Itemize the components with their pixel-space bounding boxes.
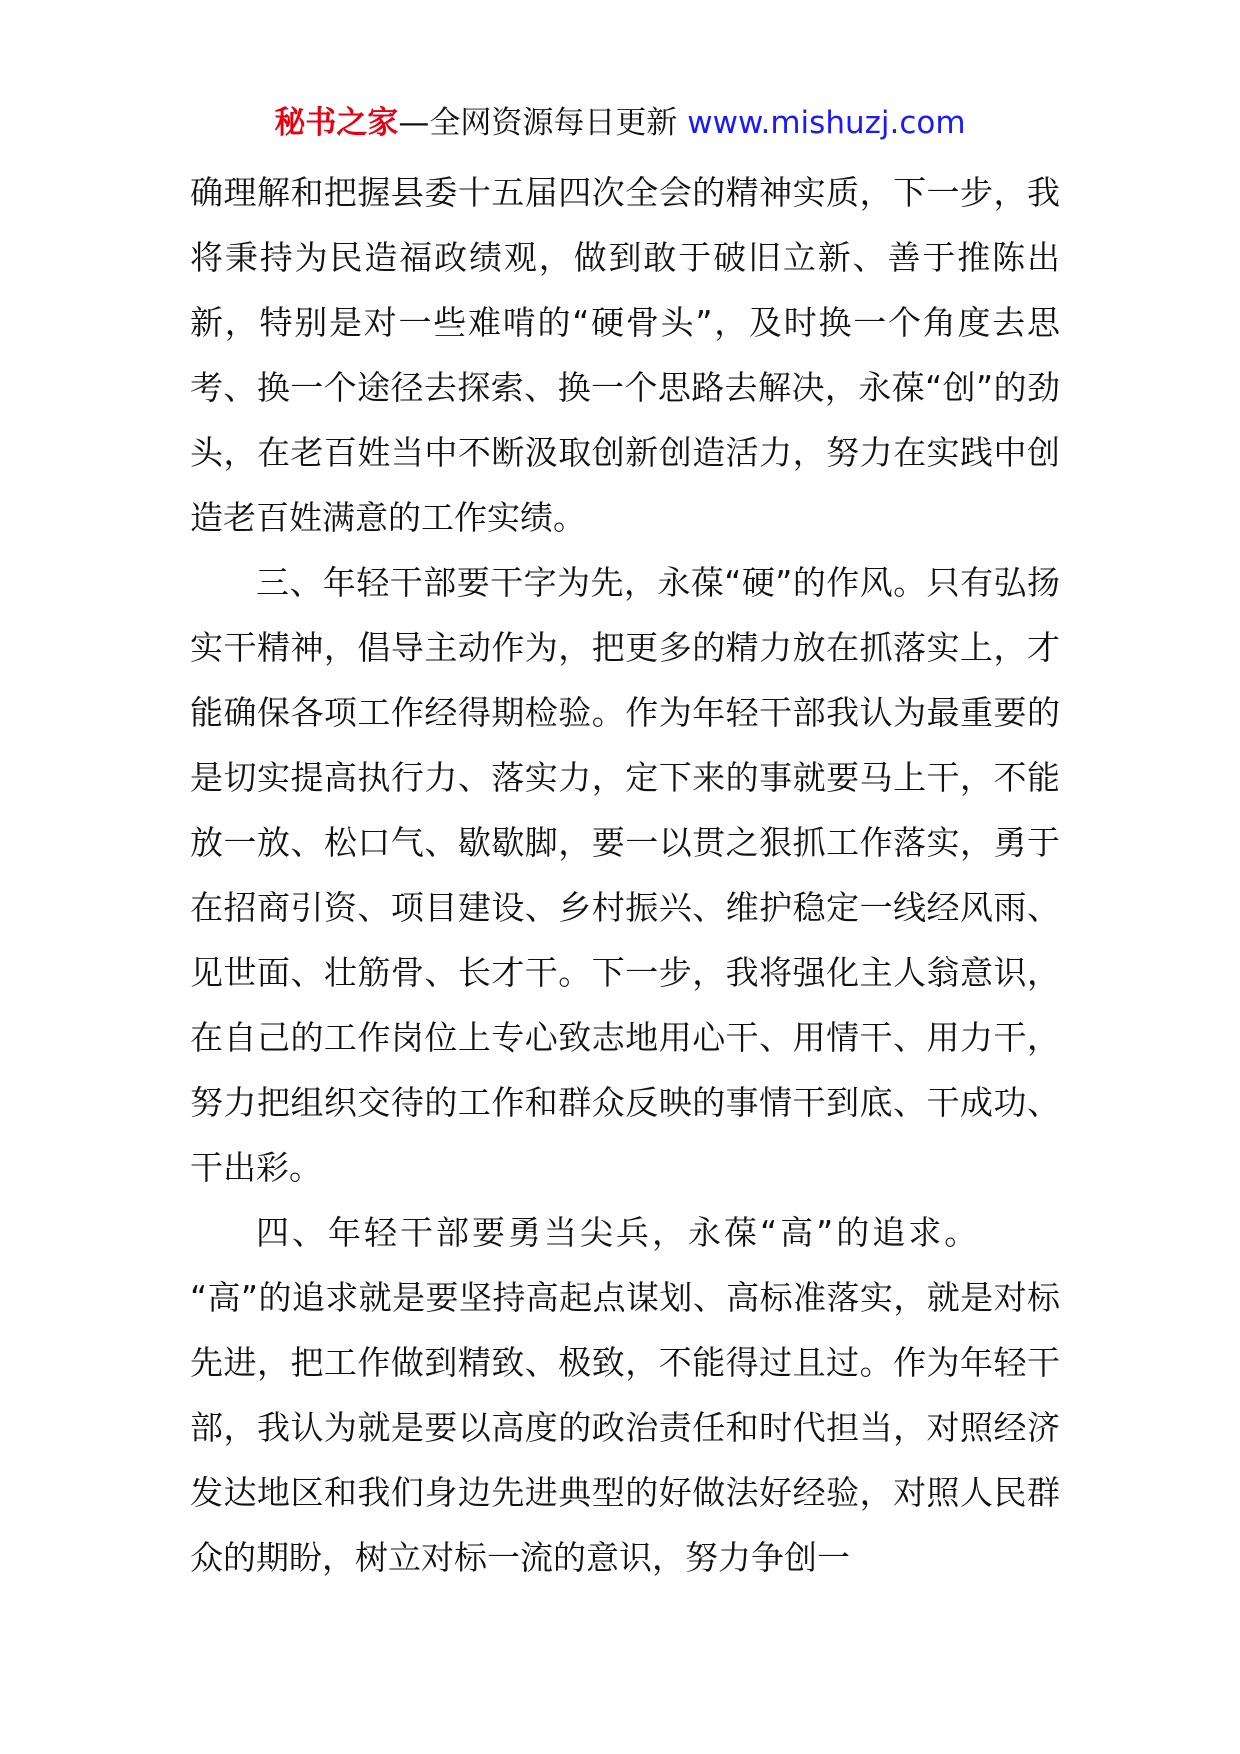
paragraph-section-four: “高”的追求就是要坚持高起点谋划、高标准落实，就是对标先进，把工作做到精致、极致，不能得过且过。作为年轻干部，我认为就是要以高度的政治责任和时代担当，对照经济发达地区和我们身边先进典型的好做法好经验，对照人民群众的期盼，树立对标一流的意识，努力争创一 xyxy=(190,1278,1060,1577)
header-brand: 秘书之家 xyxy=(274,105,399,141)
document-body xyxy=(190,160,1060,1590)
header-slogan: —全网资源每日更新 xyxy=(398,105,678,141)
paragraph-section-three: 三、年轻干部要干字为先，永葆“硬”的作风。只有弘扬实干精神，倡导主动作为，把更多的精力放在抓落实上，才能确保各项工作经得期检验。作为年轻干部我认为最重要的是切实提高执行力、落实力，定下来的事就要马上干，不能放一放、松口气、歇歇脚，要一以贯之狠抓工作落实，勇于在招商引资、项目建设、乡村振兴、维护稳定一线经风雨、见世面、壮筋骨、长才干。下一步，我将强化主人翁意识，在自己的工作岗位上专心致志地用心干、用情干、用力干，努力把组织交待的工作和群众反映的事情干到底、干成功、干出彩。 xyxy=(190,563,1060,1187)
section-four-heading: 四、年轻干部要勇当尖兵，永葆“高”的追求。 xyxy=(256,1213,981,1252)
paragraph-continued: 确理解和把握县委十五届四次全会的精神实质，下一步，我将秉持为民造福政绩观，做到敢于破旧立新、善于推陈出新，特别是对一些难啃的“硬骨头”，及时换一个角度去思考、换一个途径去探索、换一个思路去解决，永葆“创”的劲头，在老百姓当中不断汲取创新创造活力，努力在实践中创造老百姓满意的工作实绩。 xyxy=(190,173,1060,537)
page-header xyxy=(0,100,1240,146)
header-url-link[interactable]: www.mishuzj.com xyxy=(687,105,966,141)
